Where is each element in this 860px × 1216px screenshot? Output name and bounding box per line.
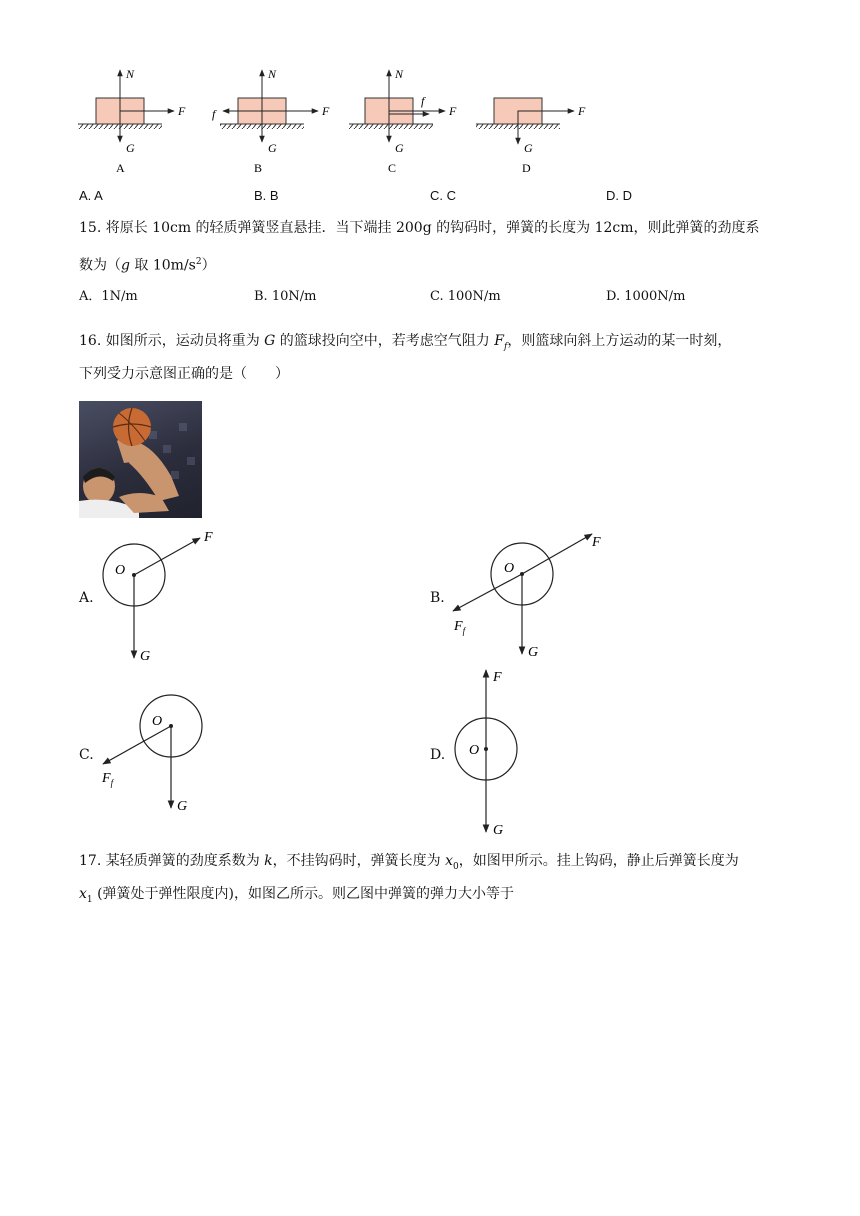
- label-f: F: [449, 104, 457, 118]
- label-drag-sub: f: [110, 778, 114, 788]
- q17-question-line2: [79, 884, 514, 910]
- label-g: G: [528, 645, 539, 660]
- q17-text-c: ，如图甲所示。挂上钩码，静止后弹簧长度为: [458, 853, 739, 869]
- q16-question-line2: 下列受力示意图正确的是（ ）: [79, 366, 289, 382]
- q16-text-c: ，则篮球向斜上方运动的某一时刻，: [507, 333, 732, 349]
- q17-text-a: 17. 某轻质弹簧的劲度系数为: [79, 853, 265, 869]
- caption-a: A: [116, 161, 125, 175]
- caption-c: C: [388, 161, 397, 175]
- label-drag-sub: f: [462, 626, 466, 636]
- q16-option-a-letter[interactable]: A.: [79, 590, 94, 606]
- q15-option-a[interactable]: A．1N/m: [79, 289, 138, 304]
- label-f: F: [493, 670, 502, 685]
- label-g: G: [140, 649, 151, 664]
- q16-var-f: F: [494, 333, 504, 349]
- q14-diagram-c: [345, 62, 475, 177]
- label-o: O: [115, 563, 126, 578]
- q17-rest: (弹簧处于弹性限度内)，如图乙所示。则乙图中弹簧的弹力大小等于: [92, 886, 515, 902]
- q16-var-g: G: [264, 333, 276, 349]
- q17-var-x: x: [445, 853, 454, 869]
- q16-diagram-b[interactable]: [445, 524, 615, 666]
- label-g: G: [177, 799, 188, 814]
- label-drag-main: F: [102, 771, 111, 786]
- basketball-player-photo: [79, 401, 202, 518]
- q15-sup: 2: [195, 257, 202, 267]
- q16-option-b-letter[interactable]: B.: [430, 590, 445, 606]
- q16-question-line1: [79, 331, 731, 357]
- q14-option-b[interactable]: B. B: [254, 188, 279, 203]
- caption-d: D: [522, 161, 531, 175]
- label-n: N: [268, 67, 277, 81]
- label-f: F: [578, 104, 586, 118]
- label-f: F: [592, 535, 601, 550]
- label-o: O: [152, 714, 163, 729]
- q15-var-g: g: [121, 257, 130, 274]
- q17-sub-0: 0: [453, 861, 459, 872]
- label-friction: f: [212, 107, 216, 121]
- q16-diagram-c[interactable]: [95, 690, 225, 820]
- q15-option-d[interactable]: D. 1000N/m: [606, 289, 686, 304]
- caption-b: B: [254, 161, 263, 175]
- q17-var-k: k: [264, 853, 273, 869]
- q17-var-x1: x: [79, 886, 87, 902]
- q15-question-line2: [79, 252, 216, 276]
- q16-text-b: 的篮球投向空中，若考虑空气阻力: [275, 333, 495, 349]
- q15-option-b[interactable]: B. 10N/m: [254, 289, 317, 304]
- label-o: O: [469, 743, 480, 758]
- label-drag-main: F: [454, 619, 463, 634]
- label-f: F: [178, 104, 186, 118]
- label-g: G: [126, 141, 135, 155]
- q14-option-c[interactable]: C. C: [430, 188, 456, 203]
- q16-diagram-d[interactable]: [445, 664, 555, 840]
- label-g: G: [524, 141, 533, 155]
- q16-sub-f: f: [503, 341, 508, 352]
- q15-question-line1: 15. 将原长 10cm 的轻质弹簧竖直悬挂．当下端挂 200g 的钩码时，弹簧的长度为 12cm，则此弹簧的劲度系: [79, 220, 760, 236]
- q17-question-line1: [79, 851, 739, 877]
- q16-option-d-letter[interactable]: D.: [430, 747, 446, 763]
- q17-sub-1: 1: [86, 894, 93, 905]
- label-friction: f: [421, 94, 425, 108]
- q15-option-c[interactable]: C. 100N/m: [430, 289, 501, 304]
- q14-option-d[interactable]: D. D: [606, 188, 632, 203]
- q15-prefix: 数为（: [79, 257, 121, 274]
- label-g: G: [395, 141, 404, 155]
- label-n: N: [126, 67, 135, 81]
- label-o: O: [504, 561, 515, 576]
- q16-diagram-a[interactable]: [95, 526, 235, 666]
- label-g: G: [268, 141, 277, 155]
- q16-option-c-letter[interactable]: C.: [79, 747, 94, 763]
- label-f: F: [322, 104, 330, 118]
- q17-text-b: ，不挂钩码时，弹簧长度为: [272, 853, 446, 869]
- label-g: G: [493, 823, 504, 838]
- q16-text-a: 16. 如图所示，运动员将重为: [79, 333, 265, 349]
- q14-diagram-d: [470, 62, 600, 177]
- label-n: N: [395, 67, 404, 81]
- q14-option-a[interactable]: A. A: [79, 188, 103, 203]
- q14-diagram-a: [70, 62, 200, 177]
- q15-rest: 取 10m/s: [129, 257, 196, 274]
- label-f: F: [204, 530, 213, 545]
- label-drag: [453, 619, 467, 636]
- q15-close: ）: [201, 257, 216, 274]
- label-drag: [101, 771, 115, 788]
- q14-diagram-b: [208, 62, 338, 177]
